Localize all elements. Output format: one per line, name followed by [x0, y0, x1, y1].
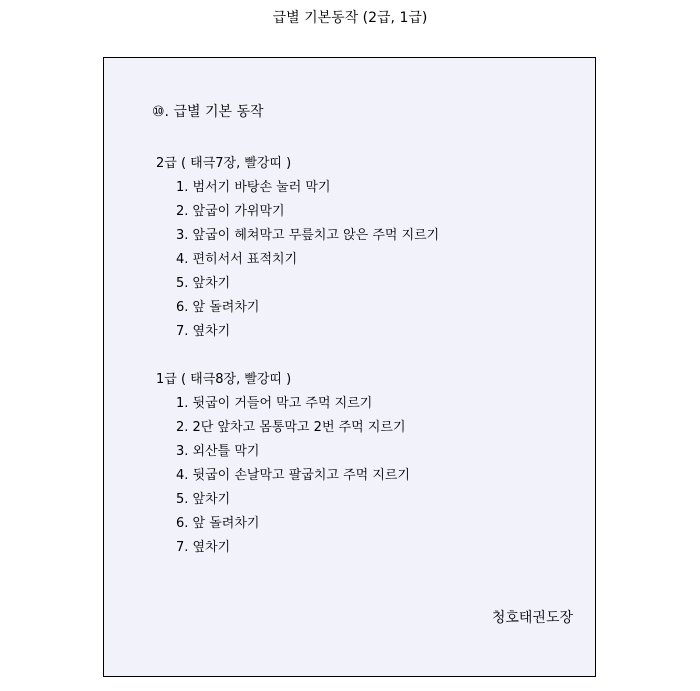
document-box: [103, 57, 596, 677]
list-item: 7. 옆차기: [176, 540, 231, 555]
grade-2-move-list: [156, 176, 439, 344]
page-title: 급별 기본동작 (2급, 1급): [272, 10, 428, 26]
grade-1-heading: 1급 ( 태극8장, 빨강띠 ): [156, 372, 292, 387]
list-item: 2. 앞굽이 가위막기: [176, 204, 285, 219]
list-item: 1. 뒷굽이 거들어 막고 주먹 지르기: [176, 396, 373, 411]
list-item: 4. 뒷굽이 손날막고 팔굽치고 주먹 지르기: [176, 468, 410, 483]
list-item: 1. 범서기 바탕손 눌러 막기: [176, 180, 331, 195]
list-item: 3. 앞굽이 헤쳐막고 무릎치고 앉은 주먹 지르기: [176, 228, 440, 243]
grade-2-block: [156, 152, 439, 344]
section-heading: ⑩. 급별 기본 동작: [152, 104, 264, 120]
list-item: 7. 옆차기: [176, 324, 231, 339]
grade-1-move-list: [156, 392, 410, 560]
list-item: 5. 앞차기: [176, 492, 231, 507]
grade-1-block: [156, 368, 410, 560]
list-item: 2. 2단 앞차고 몸통막고 2번 주먹 지르기: [176, 420, 406, 435]
list-item: 3. 외산틀 막기: [176, 444, 260, 459]
dojang-name: 청호태권도장: [491, 610, 573, 626]
list-item: 6. 앞 돌려차기: [176, 516, 260, 531]
list-item: 5. 앞차기: [176, 276, 231, 291]
grade-2-heading: 2급 ( 태극7장, 빨강띠 ): [156, 156, 292, 171]
list-item: 4. 편히서서 표적치기: [176, 252, 298, 267]
list-item: 6. 앞 돌려차기: [176, 300, 260, 315]
